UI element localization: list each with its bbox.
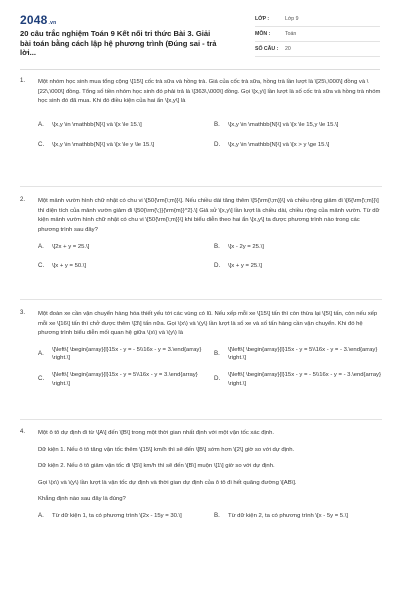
question-separator (20, 419, 382, 420)
option-letter: B. (214, 511, 220, 519)
question-paragraph: Dữ kiện 2. Nếu ô tô giảm vận tốc đi \[5\] km/h thì sẽ đến \[B\] muộn \[1\] giờ so với dự định. (38, 463, 275, 470)
option-text: \[x,y \in \mathbb{N}\] và \[x \le y \le 15.\] (52, 142, 155, 149)
page-title: 20 câu trắc nghiệm Toán 9 Kết nối tri thức Bài 3. Giải bài toán bằng cách lập hệ phương trình (Đúng sai - trả lời... (20, 29, 217, 57)
meta-value: 20 (285, 46, 291, 52)
option-b[interactable] (214, 243, 382, 252)
option-letter: A. (38, 243, 44, 251)
meta-row-count (255, 42, 380, 57)
meta-value: Lớp 9 (285, 16, 299, 22)
question-paragraph: Dữ kiện 1. Nếu ô tô tăng vận tốc thêm \[15\] km/h thì sẽ đến \[B\] sớm hơn \[2\] giờ so với dự định. (38, 446, 295, 453)
option-letter: C. (38, 141, 45, 149)
option-c[interactable] (38, 262, 206, 271)
answer-options (38, 346, 382, 388)
option-letter: D. (214, 375, 221, 383)
header-divider (20, 69, 380, 70)
option-c[interactable] (38, 141, 206, 150)
option-a[interactable] (38, 512, 206, 521)
option-a[interactable] (38, 243, 206, 252)
option-letter: D. (214, 261, 221, 269)
question-2 (20, 197, 382, 299)
question-text: Một nhóm học sinh mua tổng cộng \[15\] cốc trà sữa và hồng trà. Giá của cốc trà sữa, hồng trà lần lượt là \[25\,\000\] đồng và \[22\,\000\] đồng. Tổng số tiền nhóm học sinh đó phải trả là \[363\,\000\] đồng. Gọi \[x,y\] lần lượt là số cốc trà sữa và hồng trà nhóm học sinh đó đã mua. Khi đó điều kiện của hai ẩn \[x,y\] là (38, 79, 381, 105)
meta-label: MÔN : (255, 31, 271, 37)
option-text: Từ dữ kiện 2, ta có phương trình \[x - 5y = 5.\] (228, 512, 348, 519)
option-d[interactable] (214, 141, 382, 150)
option-letter: C. (38, 261, 45, 269)
question-paragraph: Khẳng định nào sau đây là đúng? (38, 496, 126, 503)
question-number: 4. (20, 429, 26, 435)
question-separator (20, 299, 382, 300)
option-a[interactable] (38, 121, 206, 130)
question-number: 3. (20, 310, 26, 316)
meta-label: LỚP : (255, 16, 270, 22)
option-letter: B. (214, 243, 220, 251)
page-header (0, 0, 400, 62)
meta-label: SỐ CÂU : (255, 46, 279, 52)
question-text: Một ô tô dự định đi từ \[A\] đến \[B\] trong một thời gian nhất định với một vận tốc xác định. (38, 430, 274, 436)
option-letter: A. (38, 511, 44, 519)
logo-suffix: .vn (48, 20, 57, 26)
question-list (20, 78, 382, 521)
option-text: \[\left\{ \begin{array}{l}15x - y = 5\\16x - y = - 3.\end{array} \right.\] (228, 346, 378, 362)
question-text: Một đoàn xe cần vận chuyển hàng hóa thiết yếu tới các vùng có lũ. Nếu xếp mỗi xe \[15\] tấn thì còn thừa lại \[5\] tấn, còn nếu xếp mỗi xe \[16\] tấn thì chở được thêm \[3\] tấn nữa. Gọi \(x\) và \(y\) lần lượt là số xe và số tấn hàng cần vận chuyển. Khi đó hệ phương trình biểu diễn mối quan hệ giữa \(x\) và \(y\) là (38, 311, 378, 337)
question-separator (20, 186, 382, 187)
option-b[interactable] (214, 346, 382, 363)
option-text: \[x,y \in \mathbb{N}\] và \[x \le 15,y \le 15.\] (228, 121, 339, 128)
option-letter: B. (214, 120, 220, 128)
meta-table (255, 12, 380, 57)
question-text: Một mảnh vườn hình chữ nhật có chu vi \[50{\rm{\;m}}\]. Nếu chiều dài tăng thêm \[5{\rm{\;m}}\] và chiều rộng giảm đi \[6{\rm{\;m}}\] thì diện tích của mảnh vườn giảm đi \[50{\rm{\;}}{\rm{m}}^2}.\] Giả sử \[x,y\] lần lượt là chiều dài, chiều rộng của mảnh vườn. Từ dữ kiện mảnh vườn hình chữ nhật có chu vi \[50{\rm{\;m}}\] khi biểu diễn theo hai ẩn \[x,y\] ta được phương trình nào trong các phương trình sau đây? (38, 198, 380, 233)
answer-options (38, 243, 382, 270)
option-letter: A. (38, 350, 44, 358)
option-text: \[x,y \in \mathbb{N}\] và \[x > y \ge 15.\] (228, 142, 330, 149)
question-number: 1. (20, 78, 26, 84)
option-letter: B. (214, 350, 220, 358)
question-1 (20, 78, 382, 186)
option-b[interactable] (214, 121, 382, 130)
meta-value: Toán (285, 31, 297, 37)
option-text: \[x + y = 25.\] (228, 262, 263, 269)
option-text: \[\left\{ \begin{array}{l}15x - y = - 5\\16x - y = - 3.\end{array} \right.\] (228, 371, 381, 387)
option-text: \[\left\{ \begin{array}{l}15x - y = - 5\\16x - y = 3.\end{array} \right.\] (52, 346, 202, 362)
question-paragraph: Gọi \(x\) và \(y\) lần lượt là vận tốc dự định và thời gian dự định của ô tô đi hết quãng đường \[AB\]. (38, 479, 297, 486)
meta-row-subject (255, 27, 380, 42)
option-d[interactable] (214, 262, 382, 271)
logo-text: 2048 (20, 13, 48, 27)
answer-options (38, 121, 382, 150)
question-number: 2. (20, 197, 26, 203)
option-letter: C. (38, 375, 45, 383)
answer-options (38, 512, 382, 521)
option-d[interactable] (214, 371, 382, 388)
option-letter: A. (38, 120, 44, 128)
option-b[interactable] (214, 512, 382, 521)
option-a[interactable] (38, 346, 206, 363)
option-text: \[2x + y = 25.\] (52, 244, 90, 251)
option-text: \[x - 2y = 25.\] (228, 244, 264, 251)
option-text: \[\left\{ \begin{array}{l}15x - y = 5\\16x - y = 3.\end{array} \right.\] (52, 371, 198, 387)
option-text: Từ dữ kiện 1, ta có phương trình \[2x - 15y = 30.\] (52, 512, 182, 519)
question-4 (20, 429, 382, 521)
option-text: \[x,y \in \mathbb{N}\] và \[x \le 15.\] (52, 121, 142, 128)
meta-row-grade (255, 12, 380, 27)
question-3 (20, 310, 382, 419)
option-letter: D. (214, 141, 221, 149)
option-c[interactable] (38, 371, 206, 388)
site-logo[interactable] (20, 13, 56, 27)
option-text: \[x + y = 50.\] (52, 262, 87, 269)
